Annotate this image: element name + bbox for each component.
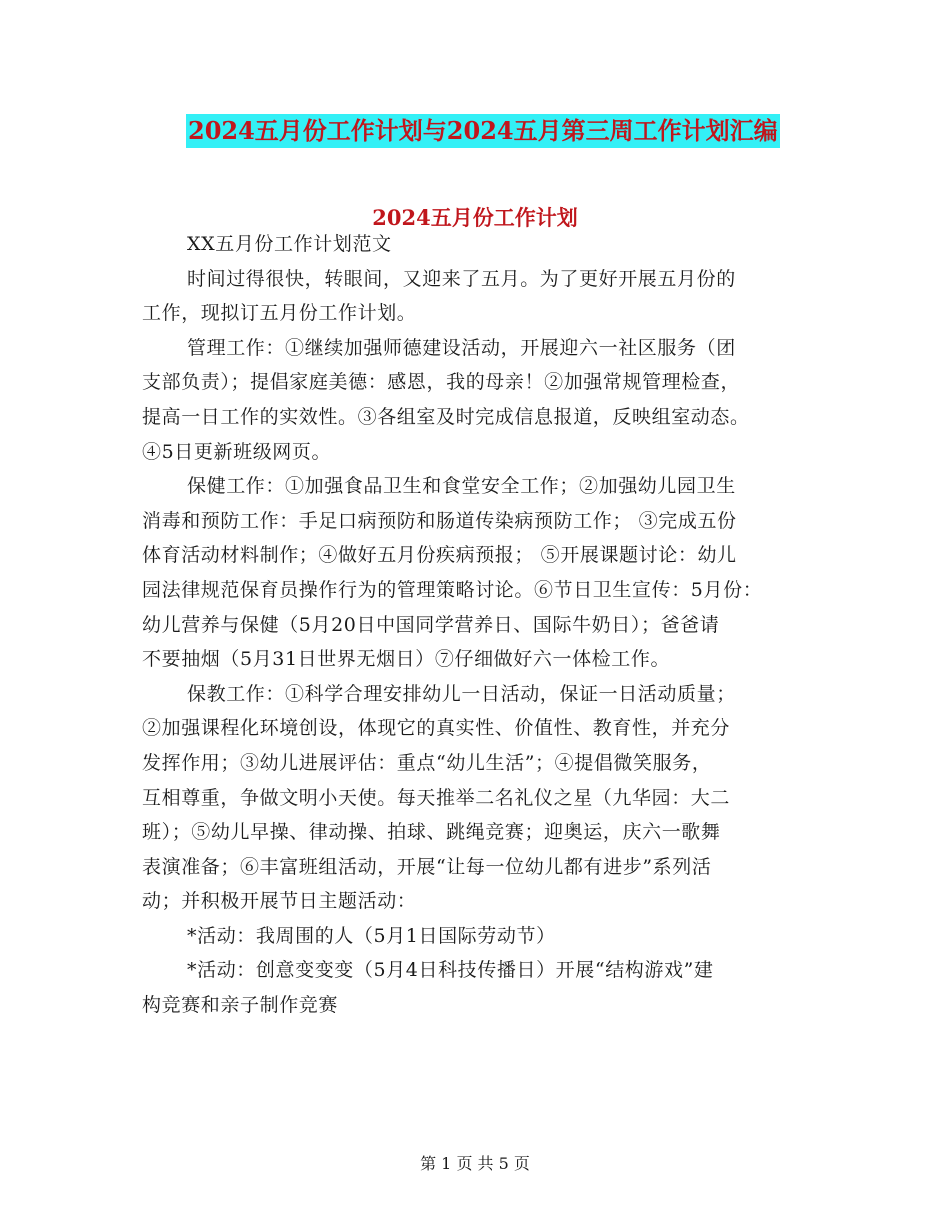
document-title: 2024五月份工作计划与2024五月第三周工作计划汇编 bbox=[186, 114, 780, 148]
body-line: 表演准备；⑥丰富班组活动，开展“让每一位幼儿都有进步”系列活 bbox=[142, 855, 712, 878]
body-line: 发挥作用；③幼儿进展评估：重点“幼儿生活”；④提倡微笑服务， bbox=[142, 751, 712, 774]
body-line: 互相尊重，争做文明小天使。每天推举二名礼仪之星（九华园：大二 bbox=[142, 786, 731, 809]
body-line: 动；并积极开展节日主题活动： bbox=[142, 890, 417, 913]
body-line: 保教工作：①科学合理安排幼儿一日活动，保证一日活动质量； bbox=[187, 682, 736, 705]
body-line: 管理工作：①继续加强师德建设活动，开展迎六一社区服务（团 bbox=[187, 336, 736, 359]
body-line: XX五月份工作计划范文 bbox=[187, 233, 392, 255]
body-line: 提高一日工作的实效性。③各组室及时完成信息报道，反映组室动态。 bbox=[142, 405, 750, 428]
document-body bbox=[142, 227, 807, 1023]
body-line: 支部负责）；提倡家庭美德：感恩，我的母亲！②加强常规管理检查， bbox=[142, 371, 741, 394]
body-line: ②加强课程化环境创设，体现它的真实性、价值性、教育性，并充分 bbox=[142, 717, 731, 740]
body-line: 构竞赛和亲子制作竞赛 bbox=[142, 994, 339, 1017]
body-line: 园法律规范保育员操作行为的管理策略讨论。⑥节日卫生宣传：5月份： bbox=[142, 578, 763, 601]
body-line: *活动：创意变变变（5月4日科技传播日）开展“结构游戏”建 bbox=[187, 959, 714, 982]
section-title: 2024五月份工作计划 bbox=[372, 205, 578, 230]
body-line: 保健工作：①加强食品卫生和食堂安全工作；②加强幼儿园卫生 bbox=[187, 475, 736, 498]
body-line: 不要抽烟（5月31日世界无烟日）⑦仔细做好六一体检工作。 bbox=[142, 648, 671, 671]
body-line: ④5日更新班级网页。 bbox=[142, 440, 332, 463]
page-footer: 第 1 页 共 5 页 bbox=[420, 1154, 530, 1173]
body-line: 消毒和预防工作：手足口病预防和肠道传染病预防工作； ③完成五份 bbox=[142, 509, 737, 532]
body-line: 时间过得很快，转眼间，又迎来了五月。为了更好开展五月份的 bbox=[187, 267, 736, 290]
body-line: 工作，现拟订五月份工作计划。 bbox=[142, 302, 417, 325]
body-line: 体育活动材料制作；④做好五月份疾病预报； ⑤开展课题讨论：幼儿 bbox=[142, 544, 737, 567]
body-line: 班）；⑤幼儿早操、律动操、拍球、跳绳竞赛；迎奥运，庆六一歌舞 bbox=[142, 821, 721, 844]
body-line: 幼儿营养与保健（5月20日中国同学营养日、国际牛奶日）；爸爸请 bbox=[142, 613, 720, 636]
body-line: *活动：我周围的人（5月1日国际劳动节） bbox=[187, 924, 556, 947]
